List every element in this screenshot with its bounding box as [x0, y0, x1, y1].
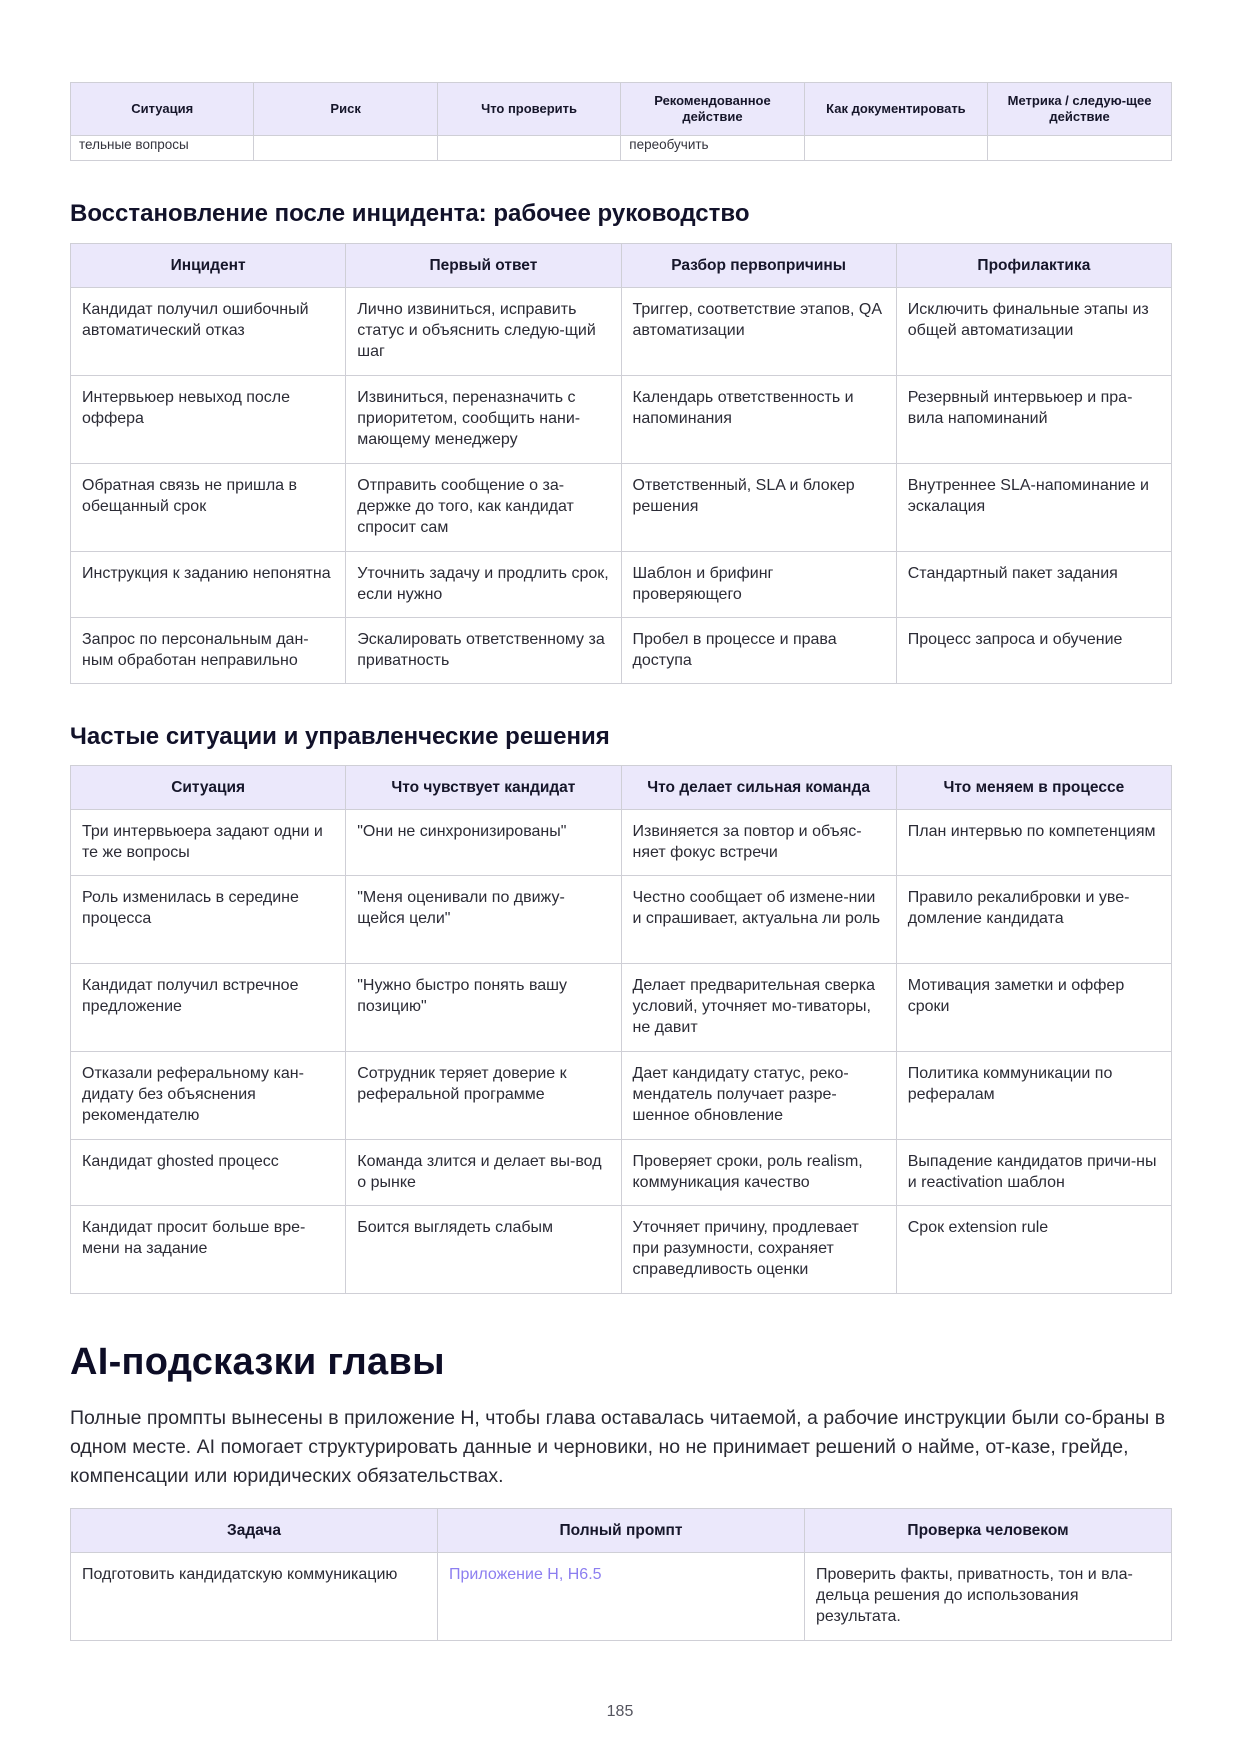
table-cell: Внутреннее SLA-напоминание и эскалация [896, 464, 1171, 552]
header-cell: Метрика / следую-щее действие [988, 83, 1172, 136]
table-cell: Кандидат получил встречное предложение [71, 964, 346, 1052]
table-cell: Кандидат получил ошибочный автоматический отказ [71, 288, 346, 376]
table-cell: Три интервьюера задают одни и те же вопросы [71, 810, 346, 876]
table-cell: Процесс запроса и обучение [896, 618, 1171, 684]
header-cell: Первый ответ [346, 244, 621, 288]
table-cell: Запрос по персональным дан-ным обработан неправильно [71, 618, 346, 684]
table-row [71, 810, 1172, 876]
table-cell [254, 136, 437, 161]
header-cell: Проверка человеком [805, 1509, 1172, 1553]
chapter-heading-ai: AI-подсказки главы [70, 1341, 445, 1383]
table-cell: Делает предварительная сверка условий, уточняет мо-тиваторы, не давит [621, 964, 896, 1052]
table-cell: Команда злится и делает вы-вод о рынке [346, 1140, 621, 1206]
table-cell: Политика коммуникации по рефералам [896, 1052, 1171, 1140]
table-row [71, 376, 1172, 464]
table-row [71, 1206, 1172, 1294]
section-title-situations: Частые ситуации и управленческие решения [70, 723, 610, 750]
table-cell: Пробел в процессе и права доступа [621, 618, 896, 684]
header-cell: Профилактика [896, 244, 1171, 288]
table-header-row [71, 766, 1172, 810]
header-cell: Риск [254, 83, 437, 136]
table-cell [438, 1553, 805, 1641]
table-row [71, 1553, 1172, 1641]
table-row [71, 618, 1172, 684]
table-cell: Отправить сообщение о за-держке до того, как кандидат спросит сам [346, 464, 621, 552]
table-cell: Дает кандидату статус, реко-мендатель получает разре-шенное обновление [621, 1052, 896, 1140]
table-header-row [71, 1509, 1172, 1553]
table-cell: Выпадение кандидатов причи-ны и reactivation шаблон [896, 1140, 1171, 1206]
table-cell: Исключить финальные этапы из общей автоматизации [896, 288, 1171, 376]
table-row [71, 876, 1172, 964]
table-cell: Извиняется за повтор и объяс-няет фокус встречи [621, 810, 896, 876]
table-row [71, 464, 1172, 552]
table-cell: Календарь ответственность и напоминания [621, 376, 896, 464]
header-cell: Рекомендованное действие [621, 83, 804, 136]
table-cell: Кандидат ghosted процесс [71, 1140, 346, 1206]
table-row [71, 552, 1172, 618]
table-cell: План интервью по компетенциям [896, 810, 1171, 876]
table-cell: Кандидат просит больше вре-мени на задание [71, 1206, 346, 1294]
ai-prompts-table [70, 1508, 1172, 1641]
header-cell: Разбор первопричины [621, 244, 896, 288]
continued-table [70, 82, 1172, 161]
table-cell: Интервьюер невыход после оффера [71, 376, 346, 464]
table-row [71, 1052, 1172, 1140]
page-content [70, 82, 1172, 1641]
table-cell: переобучить [621, 136, 804, 161]
header-cell: Ситуация [71, 766, 346, 810]
header-cell: Как документировать [804, 83, 987, 136]
table-cell: Триггер, соответствие этапов, QA автоматизации [621, 288, 896, 376]
table-cell: Эскалировать ответственному за приватность [346, 618, 621, 684]
table-cell: Шаблон и брифинг проверяющего [621, 552, 896, 618]
header-cell: Что чувствует кандидат [346, 766, 621, 810]
table-cell: Стандартный пакет задания [896, 552, 1171, 618]
situations-table [70, 765, 1172, 1294]
header-cell: Задача [71, 1509, 438, 1553]
table-row [71, 136, 1172, 161]
ai-intro-paragraph: Полные промпты вынесены в приложение H, чтобы глава оставалась читаемой, а рабочие инструкции были со-браны в одном месте. AI помогает структурировать данные и черновики, но не принимает решений о найме, от-казе, грейде, компенсации или юридических обязательствах. [70, 1407, 1166, 1487]
table-cell: Инструкция к заданию непонятна [71, 552, 346, 618]
table-header-row [71, 83, 1172, 136]
header-cell: Инцидент [71, 244, 346, 288]
table-cell [437, 136, 620, 161]
section-title-incident: Восстановление после инцидента: рабочее руководство [70, 200, 750, 227]
table-cell: "Они не синхронизированы" [346, 810, 621, 876]
table-cell: тельные вопросы [71, 136, 254, 161]
appendix-link[interactable]: Приложение H, H6.5 [449, 1566, 602, 1583]
table-cell: Правило рекалибровки и уве-домление кандидата [896, 876, 1171, 964]
table-cell: Роль изменилась в середине процесса [71, 876, 346, 964]
table-cell: Уточняет причину, продлевает при разумности, сохраняет справедливость оценки [621, 1206, 896, 1294]
table-cell: Ответственный, SLA и блокер решения [621, 464, 896, 552]
header-cell: Что меняем в процессе [896, 766, 1171, 810]
table-cell: Обратная связь не пришла в обещанный срок [71, 464, 346, 552]
header-cell: Ситуация [71, 83, 254, 136]
table-cell: Проверяет сроки, роль realism, коммуникация качество [621, 1140, 896, 1206]
table-cell: Боится выглядеть слабым [346, 1206, 621, 1294]
table-row [71, 964, 1172, 1052]
table-cell: Проверить факты, приватность, тон и вла-дельца решения до использования результата. [805, 1553, 1172, 1641]
table-cell: Резервный интервьюер и пра-вила напоминаний [896, 376, 1171, 464]
table-row [71, 1140, 1172, 1206]
incident-table [70, 243, 1172, 684]
page-number: 185 [606, 1703, 634, 1720]
table-cell: Отказали реферальному кан-дидату без объяснения рекомендателю [71, 1052, 346, 1140]
header-cell: Полный промпт [438, 1509, 805, 1553]
table-cell: Уточнить задачу и продлить срок, если нужно [346, 552, 621, 618]
header-cell: Что делает сильная команда [621, 766, 896, 810]
table-cell [804, 136, 987, 161]
table-row [71, 288, 1172, 376]
table-cell: Сотрудник теряет доверие к реферальной программе [346, 1052, 621, 1140]
table-cell: "Нужно быстро понять вашу позицию" [346, 964, 621, 1052]
table-cell: Лично извиниться, исправить статус и объяснить следую-щий шаг [346, 288, 621, 376]
table-header-row [71, 244, 1172, 288]
table-cell: Срок extension rule [896, 1206, 1171, 1294]
table-cell: Извиниться, переназначить с приоритетом, сообщить нани-мающему менеджеру [346, 376, 621, 464]
header-cell: Что проверить [437, 83, 620, 136]
table-cell: Честно сообщает об измене-нии и спрашивает, актуальна ли роль [621, 876, 896, 964]
table-cell: "Меня оценивали по движу-щейся цели" [346, 876, 621, 964]
table-cell [988, 136, 1172, 161]
table-cell: Мотивация заметки и оффер сроки [896, 964, 1171, 1052]
table-cell: Подготовить кандидатскую коммуникацию [71, 1553, 438, 1641]
